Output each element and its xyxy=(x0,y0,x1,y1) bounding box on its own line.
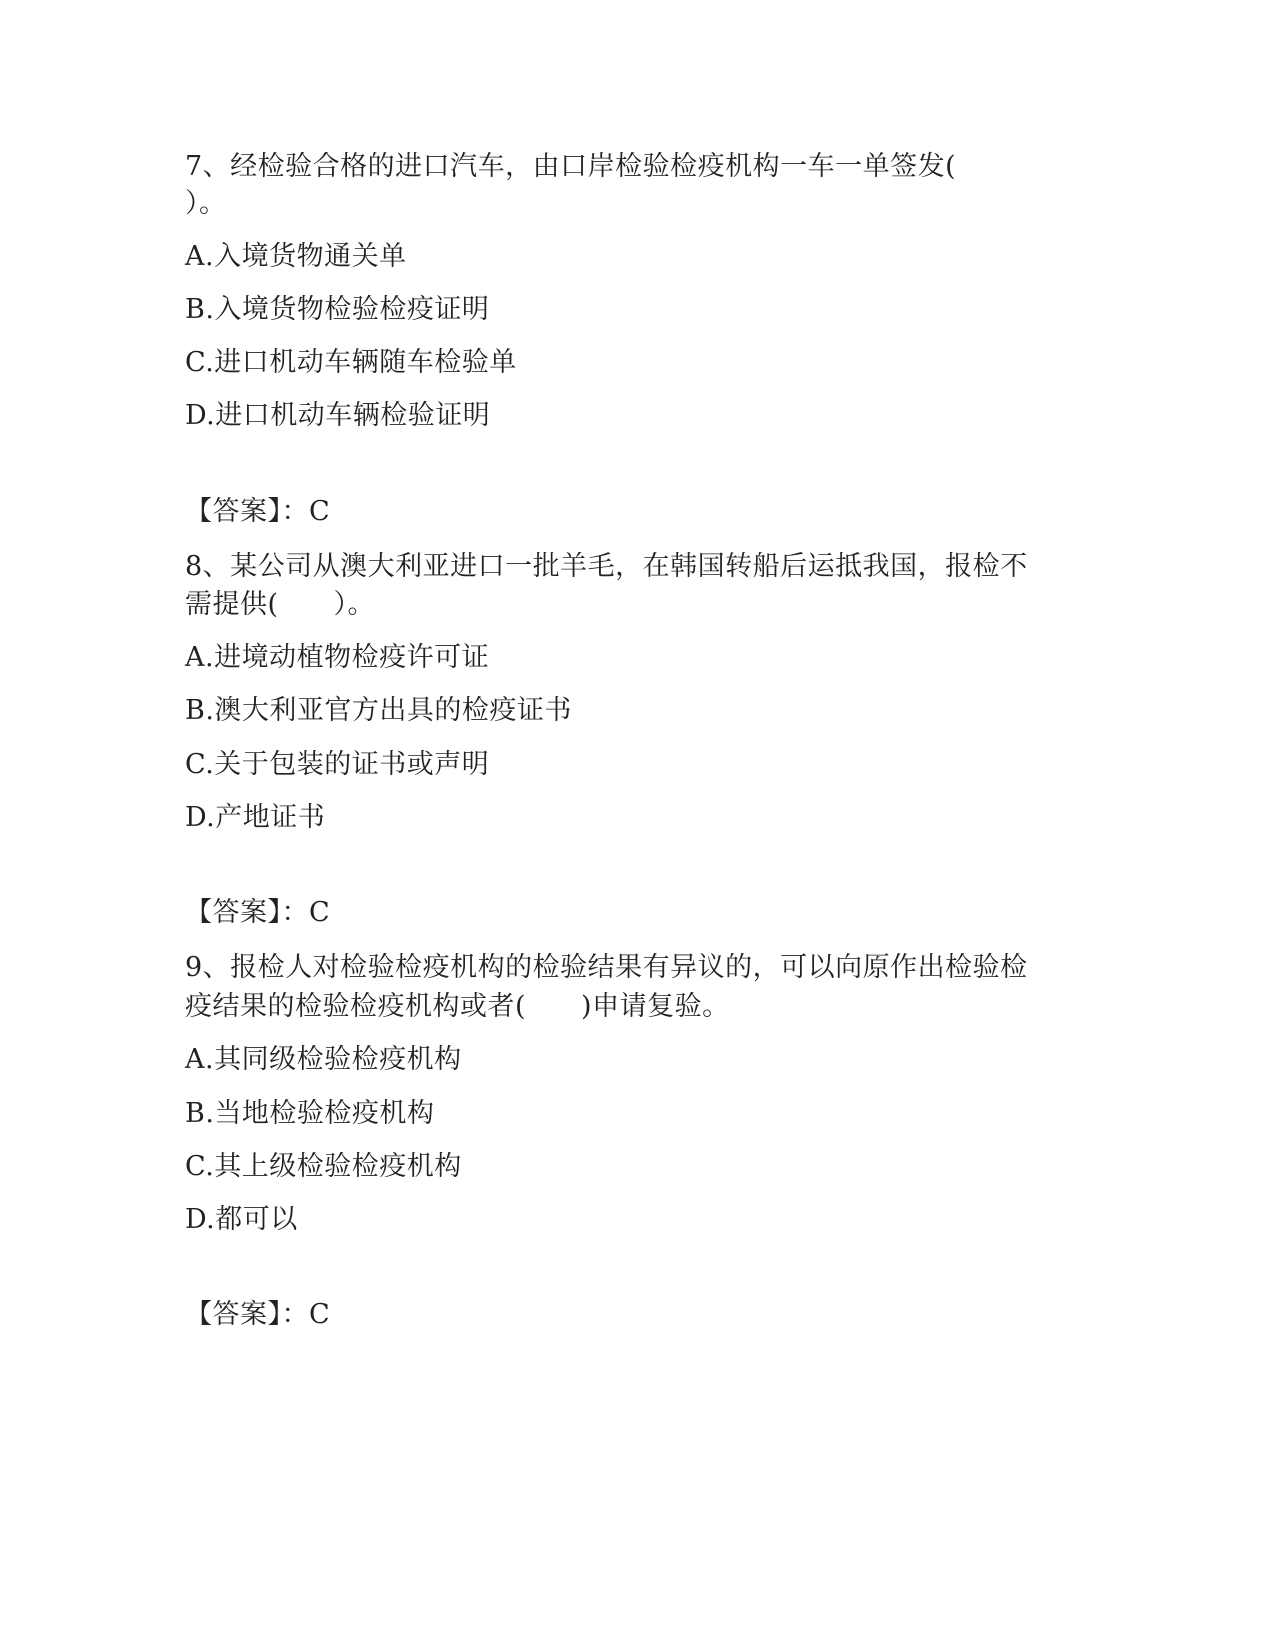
question-9-option-a: A.其同级检验检疫机构 xyxy=(185,1044,462,1075)
question-9-stem-line-2: 疫结果的检验检疫机构或者( )申请复验。 xyxy=(185,991,730,1022)
question-7-option-a: A.入境货物通关单 xyxy=(185,241,407,272)
question-8-stem-line-1: 8、某公司从澳大利亚进口一批羊毛，在韩国转船后运抵我国，报检不 xyxy=(185,551,1028,582)
question-8-answer: 【答案】：C xyxy=(185,897,331,928)
question-8-stem-line-2: 需提供( ）。 xyxy=(185,589,376,620)
question-7-option-b: B.入境货物检验检疫证明 xyxy=(185,294,490,325)
question-7-answer: 【答案】：C xyxy=(185,496,331,527)
question-7-stem-line-2: ）。 xyxy=(185,188,227,219)
question-8-option-d: D.产地证书 xyxy=(185,802,326,833)
question-9-option-c: C.其上级检验检疫机构 xyxy=(185,1151,462,1182)
question-9-stem-line-1: 9、报检人对检验检疫机构的检验结果有异议的，可以向原作出检验检 xyxy=(185,952,1028,983)
question-8-option-a: A.进境动植物检疫许可证 xyxy=(185,642,490,673)
question-9-option-b: B.当地检验检疫机构 xyxy=(185,1098,435,1129)
question-9-option-d: D.都可以 xyxy=(185,1204,298,1235)
question-9-answer: 【答案】：C xyxy=(185,1299,331,1330)
question-8-option-c: C.关于包装的证书或声明 xyxy=(185,749,490,780)
question-8-option-b: B.澳大利亚官方出具的检疫证书 xyxy=(185,695,572,726)
question-7-option-c: C.进口机动车辆随车检验单 xyxy=(185,347,517,378)
question-7-option-d: D.进口机动车辆检验证明 xyxy=(185,400,491,431)
question-7-stem-line-1: 7、经检验合格的进口汽车，由口岸检验检疫机构一车一单签发( xyxy=(185,151,957,182)
